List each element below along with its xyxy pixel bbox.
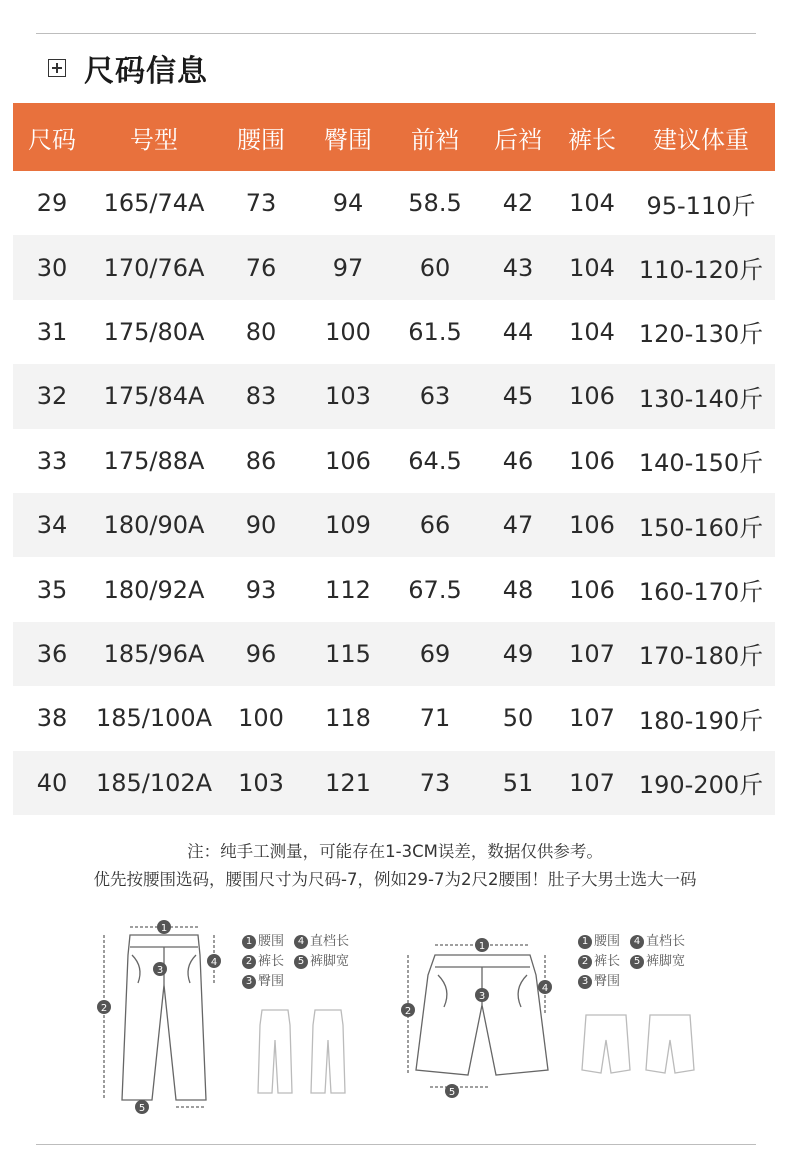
table-cell: 100 [238,704,284,733]
table-cell: 43 [502,253,534,282]
table-cell: 120-130斤 [638,320,764,349]
table-cell: 109 [325,511,371,540]
table-cell: 63 [419,382,451,411]
bottom-divider [36,1144,756,1145]
table-cell: 83 [245,382,277,411]
table-cell: 36 [36,639,68,668]
header-cell: 裤长 [568,125,616,154]
table-cell: 58.5 [408,189,462,218]
table-cell: 45 [502,382,534,411]
table-cell: 115 [325,639,371,668]
svg-text:5: 5 [138,1103,146,1114]
svg-text:3: 3 [478,991,486,1002]
table-row [13,686,775,750]
table-cell: 50 [502,704,534,733]
header-cell: 臀围 [324,125,372,154]
table-cell: 180/90A [103,511,205,540]
svg-text:5: 5 [448,1087,456,1098]
table-cell: 106 [569,511,615,540]
table-cell: 94 [332,189,364,218]
table-cell: 180/92A [103,575,205,604]
header-cell: 前裆 [411,125,459,154]
table-cell: 96 [245,639,277,668]
table-cell: 106 [569,382,615,411]
table-cell: 93 [245,575,277,604]
table-cell: 71 [419,704,451,733]
table-cell: 121 [325,768,371,797]
table-cell: 110-120斤 [638,256,764,285]
table-cell: 33 [36,446,68,475]
table-cell: 61.5 [408,317,462,346]
table-row [13,493,775,557]
table-cell: 47 [502,511,534,540]
table-cell: 46 [502,446,534,475]
table-cell: 175/84A [103,382,205,411]
table-cell: 103 [325,382,371,411]
svg-text:2: 2 [100,1003,108,1014]
table-cell: 29 [36,189,68,218]
table-cell: 64.5 [408,446,462,475]
table-cell: 165/74A [103,189,205,218]
table-cell: 38 [36,704,68,733]
svg-text:4: 4 [210,957,218,968]
table-cell: 90 [245,511,277,540]
table-cell: 67.5 [408,575,462,604]
table-cell: 150-160斤 [638,513,764,542]
table-cell: 97 [332,253,364,282]
table-cell: 185/96A [103,639,205,668]
table-cell: 31 [36,317,68,346]
table-row [13,364,775,428]
table-cell: 106 [569,575,615,604]
table-row [13,171,775,235]
table-row [13,751,775,815]
table-body [13,171,775,815]
table-cell: 51 [502,768,534,797]
table-row [13,235,775,299]
table-cell: 175/88A [103,446,205,475]
table-cell: 73 [419,768,451,797]
table-row [13,557,775,621]
measurement-legend-left: 1 腰围 4 直档长 2 裤长 5 裤脚宽 3 臀围 [242,932,349,992]
table-cell: 76 [245,253,277,282]
table-cell: 104 [569,317,615,346]
svg-text:2: 2 [404,1006,412,1017]
top-divider [36,33,756,34]
header-cell: 后裆 [494,125,542,154]
table-cell: 140-150斤 [638,449,764,478]
size-table [13,103,775,815]
header-cell: 尺码 [28,125,76,154]
table-cell: 44 [502,317,534,346]
table-cell: 106 [325,446,371,475]
table-cell: 66 [419,511,451,540]
table-cell: 118 [325,704,371,733]
table-cell: 100 [325,317,371,346]
table-cell: 104 [569,189,615,218]
table-cell: 175/80A [103,317,205,346]
table-cell: 86 [245,446,277,475]
section-header [48,48,208,88]
note-line-1: 注：纯手工测量，可能存在1-3CM误差，数据仅供参考。 [187,842,603,861]
table-cell: 104 [569,253,615,282]
table-cell: 112 [325,575,371,604]
table-row [13,429,775,493]
table-cell: 170/76A [103,253,205,282]
table-cell: 180-190斤 [638,706,764,735]
svg-text:4: 4 [541,983,549,994]
table-cell: 95-110斤 [646,191,756,220]
table-cell: 160-170斤 [638,578,764,607]
table-cell: 34 [36,511,68,540]
svg-text:3: 3 [156,965,164,976]
table-cell: 40 [36,768,68,797]
table-cell: 80 [245,317,277,346]
table-cell: 106 [569,446,615,475]
table-cell: 170-180斤 [638,642,764,671]
table-cell: 107 [569,768,615,797]
note-line-2: 优先按腰围选码，腰围尺寸为尺码-7，例如29-7为2尺2腰围！肚子大男士选大一码 [93,870,697,889]
table-cell: 107 [569,639,615,668]
table-row [13,300,775,364]
svg-text:1: 1 [160,923,168,934]
table-cell: 32 [36,382,68,411]
plus-square-icon[interactable] [48,59,66,77]
table-cell: 185/102A [95,768,213,797]
table-cell: 35 [36,575,68,604]
table-header [13,103,775,171]
table-cell: 60 [419,253,451,282]
table-cell: 30 [36,253,68,282]
table-cell: 69 [419,639,451,668]
table-cell: 42 [502,189,534,218]
svg-text:1: 1 [478,941,486,952]
header-cell: 腰围 [237,125,285,154]
table-cell: 190-200斤 [638,771,764,800]
measurement-legend-right: 1 腰围 4 直档长 2 裤长 5 裤脚宽 3 臀围 [578,932,685,992]
table-cell: 48 [502,575,534,604]
table-cell: 130-140斤 [638,384,764,413]
header-cell: 号型 [130,125,178,154]
table-row [13,622,775,686]
section-title: 尺码信息 [84,54,208,89]
table-cell: 49 [502,639,534,668]
table-cell: 73 [245,189,277,218]
table-cell: 185/100A [95,704,213,733]
header-cell: 建议体重 [653,125,749,154]
table-cell: 107 [569,704,615,733]
table-cell: 103 [238,768,284,797]
